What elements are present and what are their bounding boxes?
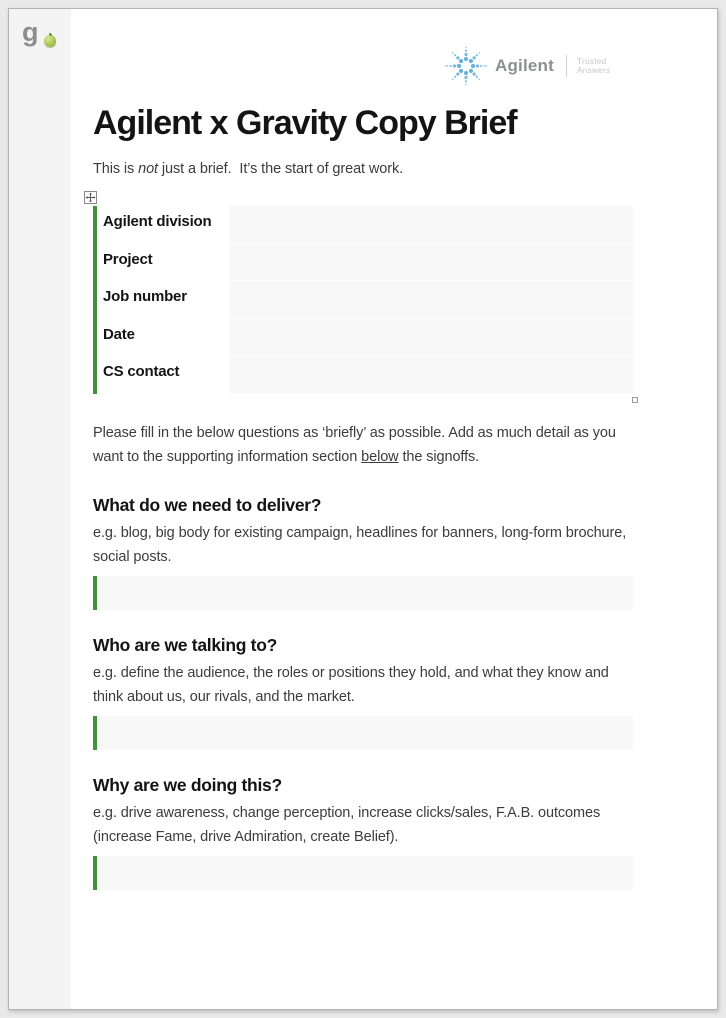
agilent-wordmark: Agilent	[494, 56, 554, 75]
gravity-logo-letter: g	[22, 17, 38, 47]
field-value-cell[interactable]	[229, 319, 633, 357]
field-label: Project	[97, 244, 229, 282]
field-label: Date	[97, 319, 229, 357]
answer-field[interactable]	[93, 856, 633, 890]
agilent-logo-divider	[566, 55, 567, 77]
section-audience	[93, 635, 633, 750]
gravity-apple-icon	[44, 35, 56, 47]
intro-pre: This is	[93, 161, 139, 177]
page-title: Agilent x Gravity Copy Brief	[93, 104, 517, 142]
example-text: e.g. drive awareness, change perception, increase clicks/sales, F.A.B. outcomes (increase Fame, drive Admiration, create Belief).	[93, 804, 601, 846]
example-text: e.g. blog, big body for existing campaign, headlines for banners, long-form brochure, social posts.	[93, 524, 627, 566]
table-row	[97, 319, 633, 357]
section-why	[93, 775, 633, 890]
underline-emphasis: below	[361, 449, 399, 466]
document-page	[8, 8, 718, 1010]
field-label: Agilent division	[97, 206, 229, 244]
field-value-cell[interactable]	[229, 206, 633, 244]
field-value-cell[interactable]	[229, 244, 633, 282]
document-content	[93, 9, 633, 890]
page-margin-strip	[9, 9, 71, 1009]
question-heading: Why are we doing this?	[93, 774, 282, 795]
example-text: e.g. define the audience, the roles or positions they hold, and what they know and think about us, our rivals, and the market.	[93, 664, 609, 706]
table-row	[97, 356, 633, 394]
intro-text	[93, 158, 633, 180]
field-value-cell[interactable]	[229, 281, 633, 319]
instructions-text	[93, 421, 633, 470]
table-row	[97, 281, 633, 319]
agilent-tagline: Trusted Answers	[577, 57, 611, 75]
table-move-handle-icon[interactable]	[84, 191, 97, 204]
details-table	[93, 206, 633, 394]
answer-field[interactable]	[93, 716, 633, 750]
instructions-part1: Please fill in the below questions as ‘briefly’ as possible. Add as much detail as you want to the supporting information section	[93, 424, 616, 466]
table-row	[97, 244, 633, 282]
instructions-part2: the signoffs.	[398, 449, 480, 466]
question-heading: Who are we talking to?	[93, 634, 277, 655]
field-value-cell[interactable]	[229, 356, 633, 394]
gravity-logo	[22, 17, 38, 48]
field-label: CS contact	[97, 356, 229, 394]
agilent-logo	[93, 44, 633, 88]
table-resize-handle[interactable]	[632, 397, 638, 403]
intro-emphasis: not	[138, 161, 158, 177]
answer-field[interactable]	[93, 576, 633, 610]
table-row	[97, 206, 633, 244]
question-heading: What do we need to deliver?	[93, 494, 322, 515]
section-deliver	[93, 495, 633, 610]
intro-post: just a brief. It’s the start of great work.	[157, 161, 404, 177]
agilent-starburst-icon	[444, 44, 488, 88]
field-label: Job number	[97, 281, 229, 319]
